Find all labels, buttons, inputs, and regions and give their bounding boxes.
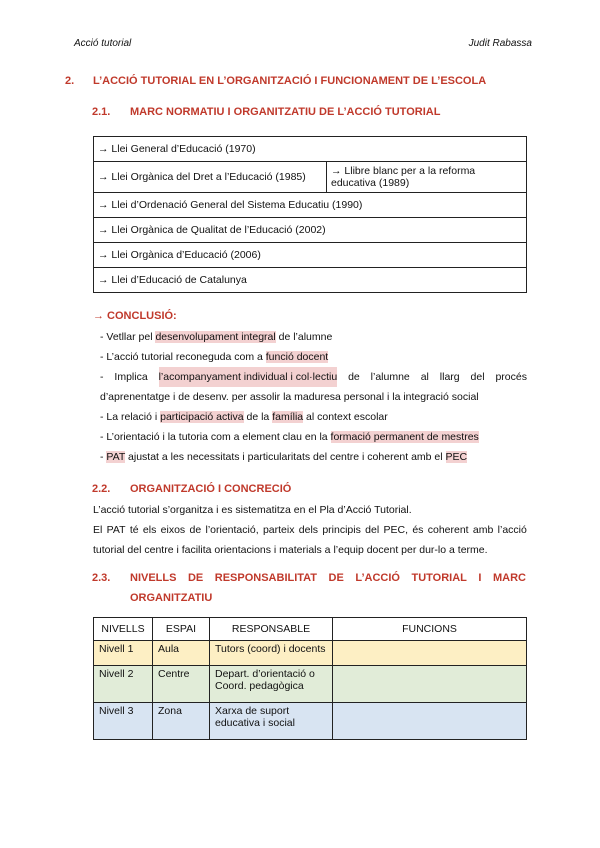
list-item	[100, 367, 527, 387]
cell-empty	[333, 666, 527, 703]
cell: Centre	[153, 666, 210, 703]
word: DE	[328, 572, 344, 584]
paragraph-line	[93, 520, 527, 540]
subsection-title: MARC NORMATIU I ORGANITZATIU DE L’ACCIÓ TUTORIAL	[130, 106, 441, 118]
subsection-number: 2.2.	[92, 483, 111, 495]
header-cell: NIVELLS	[94, 618, 153, 641]
highlight: participació activa	[160, 411, 244, 423]
text: -	[100, 451, 107, 463]
list-item	[100, 407, 527, 427]
header-cell: ESPAI	[153, 618, 210, 641]
paragraph-line: L’acció tutorial s’organitza i es sistematitza en el Pla d’Acció Tutorial.	[93, 504, 412, 516]
subsection-heading-2-3	[92, 572, 526, 604]
highlight: família	[272, 411, 304, 423]
word: coherent	[427, 524, 469, 536]
law-cell: → Llei Orgànica d’Educació (2006)	[94, 243, 527, 268]
cell-line: Xarxa de suport	[215, 705, 290, 717]
word: l’acció	[497, 524, 527, 536]
cell: Nivell 1	[94, 641, 153, 666]
cell: Nivell 2	[94, 666, 153, 703]
word: l’alumne	[370, 371, 410, 383]
list-item	[100, 327, 527, 347]
word: té	[129, 524, 139, 536]
word: de	[348, 371, 360, 383]
law-cell: → Llei d’Educació de Catalunya	[94, 268, 527, 293]
conclusion-title: → CONCLUSIÓ:	[93, 310, 177, 322]
highlight: l’acompanyament individual i col·lectiu	[159, 367, 338, 387]
text: - L’acció tutorial reconeguda com a	[100, 351, 266, 363]
highlight: PAT	[106, 451, 126, 463]
subsection-heading-2-2	[92, 483, 291, 495]
text: - L’orientació i la tutoria com a element clau en la	[100, 431, 331, 443]
list-item	[100, 427, 527, 447]
word: El	[93, 524, 103, 536]
word: PAT	[106, 524, 126, 536]
word: llarg	[439, 371, 460, 383]
law-cell: → Llei d’Ordenació General del Sistema Educatiu (1990)	[94, 193, 527, 218]
word: PEC,	[383, 524, 409, 536]
conclusion-list	[100, 327, 527, 467]
word: -	[100, 371, 104, 383]
law-cell: → Llei Orgànica de Qualitat de l’Educació (2002)	[94, 218, 527, 243]
text: de la	[243, 411, 273, 423]
subsection-title: ORGANITZACIÓ I CONCRECIÓ	[130, 483, 292, 495]
law-cell: → Llei Orgànica del Dret a l’Educació (1985)	[94, 162, 327, 193]
word: és	[412, 524, 424, 536]
subsection-number: 2.3.	[92, 572, 111, 584]
word: eixos	[160, 524, 186, 536]
highlight: formació permanent de mestres	[330, 431, 479, 443]
table-row	[94, 703, 527, 740]
section-heading	[65, 75, 486, 87]
text: - La relació i	[100, 411, 161, 423]
text: de l’alumne	[275, 331, 333, 343]
word: I	[478, 572, 482, 584]
highlight: PEC	[445, 451, 468, 463]
cell	[210, 666, 333, 703]
word: els	[142, 524, 157, 536]
laws-table	[93, 136, 527, 293]
table-row	[94, 666, 527, 703]
word: del	[470, 371, 485, 383]
header-cell: RESPONSABLE	[210, 618, 333, 641]
word: parteix	[262, 524, 295, 536]
text: al context escolar	[303, 411, 388, 423]
word: procés	[495, 371, 527, 383]
cell: Zona	[153, 703, 210, 740]
subsection-heading-2-1	[92, 106, 440, 118]
word: L’ACCIÓ	[355, 572, 400, 584]
list-item	[100, 347, 527, 367]
levels-table	[93, 617, 527, 740]
word: principis	[322, 524, 361, 536]
cell-line: educativa i social	[215, 717, 295, 729]
word: RESPONSABILITAT	[214, 572, 318, 584]
list-item-continuation: d’aprenentatge i de desenv. per assolir la maduresa personal i la integració social	[100, 391, 479, 403]
law-line: educativa (1989)	[331, 177, 410, 189]
word: TUTORIAL	[411, 572, 467, 584]
header-title: Acció tutorial	[74, 38, 132, 49]
subsection-title-continuation: ORGANITZATIU	[130, 592, 213, 604]
list-item	[100, 447, 527, 467]
word: de	[189, 524, 202, 536]
organization-paragraph	[93, 500, 527, 560]
word: DE	[187, 572, 204, 584]
cell-line: Coord. pedagògica	[215, 680, 304, 692]
table-row	[94, 641, 527, 666]
word: l’orientació,	[205, 524, 259, 536]
subsection-number: 2.1.	[92, 106, 111, 118]
subsection-title	[130, 572, 526, 584]
highlight: funció docent	[265, 351, 329, 363]
cell: Aula	[153, 641, 210, 666]
law-line: → Llibre blanc per a la reforma	[331, 165, 476, 177]
law-cell	[327, 162, 527, 193]
highlight: desenvolupament integral	[155, 331, 276, 343]
word: MARC	[492, 572, 526, 584]
cell-empty	[333, 641, 527, 666]
word: dels	[298, 524, 319, 536]
cell-line: Depart. d’orientació o	[215, 668, 315, 680]
section-number: 2.	[65, 75, 75, 87]
paragraph-line: tutorial del centre i facilita orientacions i materials a l’equip docent per dur-lo a terme.	[93, 544, 488, 556]
text: - Vetllar pel	[100, 331, 156, 343]
header-author: Judit Rabassa	[468, 38, 532, 49]
text: ajustat a les necessitats i particularitats del centre i coherent amb el	[125, 451, 446, 463]
word: amb	[472, 524, 494, 536]
cell: Nivell 3	[94, 703, 153, 740]
word: del	[365, 524, 380, 536]
cell: Tutors (coord) i docents	[210, 641, 333, 666]
section-title: L’ACCIÓ TUTORIAL EN L’ORGANITZACIÓ I FUNCIONAMENT DE L’ESCOLA	[93, 75, 487, 87]
header-cell: FUNCIONS	[333, 618, 527, 641]
word: Implica	[114, 371, 148, 383]
law-cell: → Llei General d’Educació (1970)	[94, 137, 527, 162]
word: al	[420, 371, 429, 383]
word: NIVELLS	[130, 572, 177, 584]
cell	[210, 703, 333, 740]
cell-empty	[333, 703, 527, 740]
